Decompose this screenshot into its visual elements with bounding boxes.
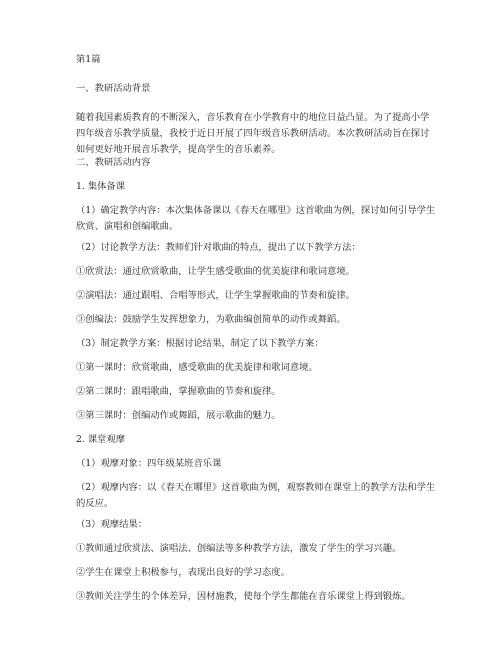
list-item: ②第二课时：跟唱歌曲，掌握歌曲的节奏和旋律。 (76, 386, 281, 397)
list-item: ①教师通过欣赏法、演唱法、创编法等多种教学方法，激发了学生的学习兴趣。 (76, 543, 402, 554)
list-item: ①第一课时：欣赏歌曲，感受歌曲的优美旋律和歌词意境。 (76, 362, 318, 373)
list-item: ③第三课时：创编动作或舞蹈，展示歌曲的魅力。 (76, 410, 281, 421)
paragraph: 随着我国素质教育的不断深入，音乐教育在小学教育中的地位日益凸显。为了提高小学四年级音乐教学质量，我校于近日开展了四年级音乐教研活动。本次教研活动旨在探讨如何更好地开展音乐教学，提高学生的音乐素养。 (76, 112, 430, 155)
paragraph: （3）观摩结果： (76, 519, 147, 530)
list-item: ①欣赏法：通过欣赏歌曲，让学生感受歌曲的优美旋律和歌词意境。 (76, 266, 355, 277)
list-item: ②学生在课堂上积极参与，表现出良好的学习态度。 (76, 567, 290, 578)
list-item: ②演唱法：通过跟唱、合唱等形式，让学生掌握歌曲的节奏和旋律。 (76, 290, 355, 301)
list-item: ③创编法：鼓励学生发挥想象力，为歌曲编创简单的动作或舞蹈。 (76, 314, 346, 325)
section-heading: 二、教研活动内容 (76, 157, 151, 168)
paragraph: （1）确定教学内容：本次集体备课以《春天在哪里》这首歌曲为例，探讨如何引导学生欣赏、演唱和创编歌曲。 (76, 205, 436, 232)
section-heading: 一、教研活动背景 (76, 83, 151, 94)
paragraph: （3）制定教学方案：根据讨论结果，制定了以下教学方案： (76, 338, 324, 349)
list-item: ③教师关注学生的个体差异，因材施教，使每个学生都能在音乐课堂上得到锻炼。 (76, 591, 411, 602)
paragraph: （1）观摩对象：四年级某班音乐课 (76, 458, 222, 469)
paragraph: （2）讨论教学方法：教师们针对歌曲的特点，提出了以下教学方法： (76, 242, 361, 253)
part-label: 第1篇 (76, 54, 101, 65)
subsection-heading: 1. 集体备课 (76, 181, 126, 192)
subsection-heading: 2. 课堂观摩 (76, 434, 126, 445)
paragraph: （2）观摩内容：以《春天在哪里》这首歌曲为例，观察教师在课堂上的教学方法和学生的反应。 (76, 482, 436, 509)
